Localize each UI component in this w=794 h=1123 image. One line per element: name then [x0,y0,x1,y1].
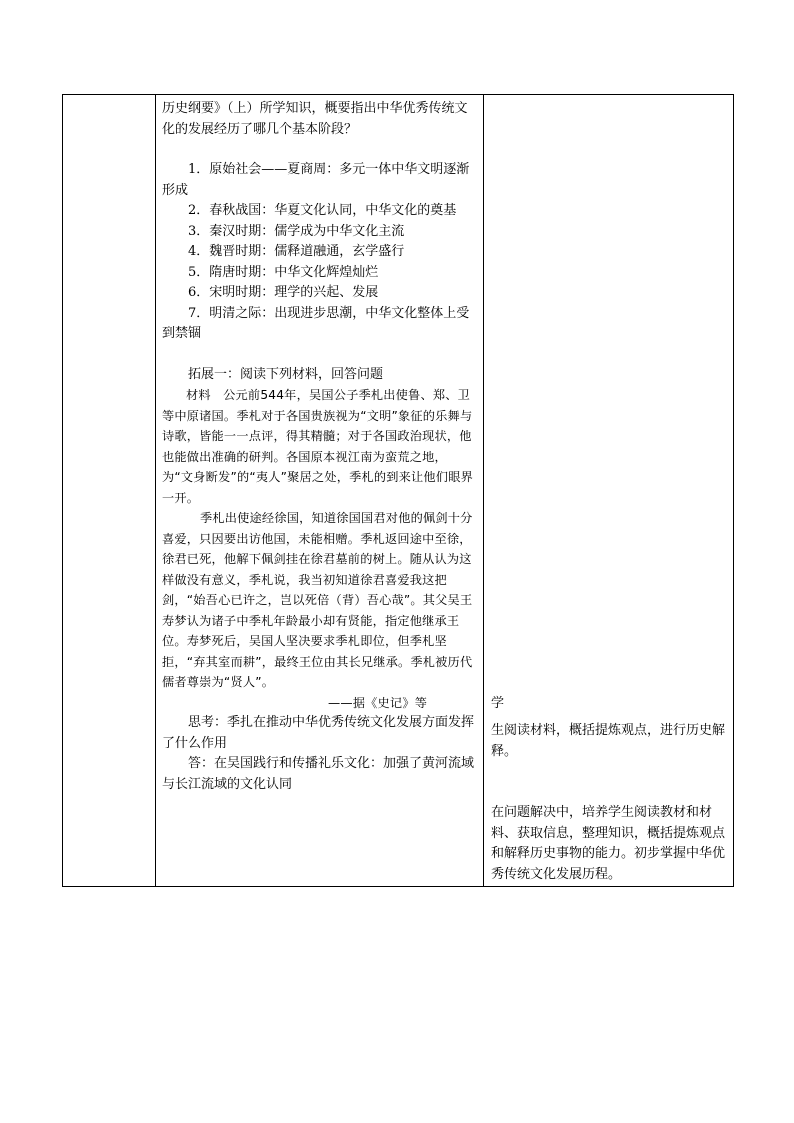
stage-item: 6．宋明时期：理学的兴起、发展 [188,285,379,300]
stage-item: 2．春秋战国：华夏文化认同，中华文化的奠基 [188,203,457,218]
column-divider-left [155,95,156,886]
right-note-2-text: 在问题解决中，培养学生阅读教材和材料、获取信息，整理知识，概括提炼观点和解释历史事物的能力。初步掌握中华优秀传统文化发展历程。 [491,805,726,882]
material-source: ——据《史记》等 [328,695,428,710]
stage-item: 5．隋唐时期：中华文化辉煌灿烂 [188,264,379,280]
stage-item: 3．秦汉时期：儒学成为中华文化主流 [188,223,405,239]
right-note-1 [491,721,729,762]
lesson-table [62,94,734,887]
right-note-2 [491,803,729,885]
answer-text: 答：在吴国践行和传播礼乐文化：加强了黄河流域与长江流域的文化认同 [162,756,475,792]
extension-title: 拓展一：阅读下列材料，回答问题 [188,366,384,382]
column-divider-right [483,95,484,886]
intro-text: 历史纲要》（上）所学知识，概要指出中华优秀传统文化的发展经历了哪几个基本阶段？ [162,101,468,137]
material-paragraph-2-text: 季札出使途经徐国，知道徐国国君对他的佩剑十分喜爱，只因要出访他国，未能相赠。季札返回途中至徐，徐君已死，他解下佩剑挂在徐君墓前的树上。随从认为这样做没有意义，季札说，我当初知道徐君喜爱我这把剑，“始吾心已许之，岂以死倍（背）吾心哉”。其父吴王寿梦认为诸子中季札年龄最小却有贤能，指定他继承王位。寿梦死后，吴国人坚决要求季札即位，但季札坚拒，“弃其室而耕”，最终王位由其长兄继承。季札被历代儒者尊崇为“贤人”。 [162,511,473,689]
stage-item: 4．魏晋时期：儒释道融通，玄学盛行 [188,244,405,259]
material-paragraph-2 [162,508,478,713]
right-fragment: 学 [491,696,505,711]
stage-item: 7．明清之际：出现进步思潮，中华文化整体上受到禁锢 [162,305,470,341]
content-column [162,99,478,795]
question-text: 思考：季扎在推动中华优秀传统文化发展方面发挥了什么作用 [162,715,475,751]
material-paragraph-1: 材料 公元前544年，吴国公子季札出使鲁、郑、卫等中原诸国。季札对于各国贵族视为“文明”象征的乐舞与诗歌，皆能一一点评，得其精髓；对于各国政治现状，他也能做出准确的研判。各国原本视江南为蛮荒之地，为“文身断发”的“夷人”聚居之处，季札的到来让他们眼界一开。 [162,388,473,505]
right-note-1-text: 生阅读材料，概括提炼观点，进行历史解释。 [491,723,726,759]
stage-item: 1．原始社会——夏商周：多元一体中华文明逐渐形成 [162,162,470,198]
